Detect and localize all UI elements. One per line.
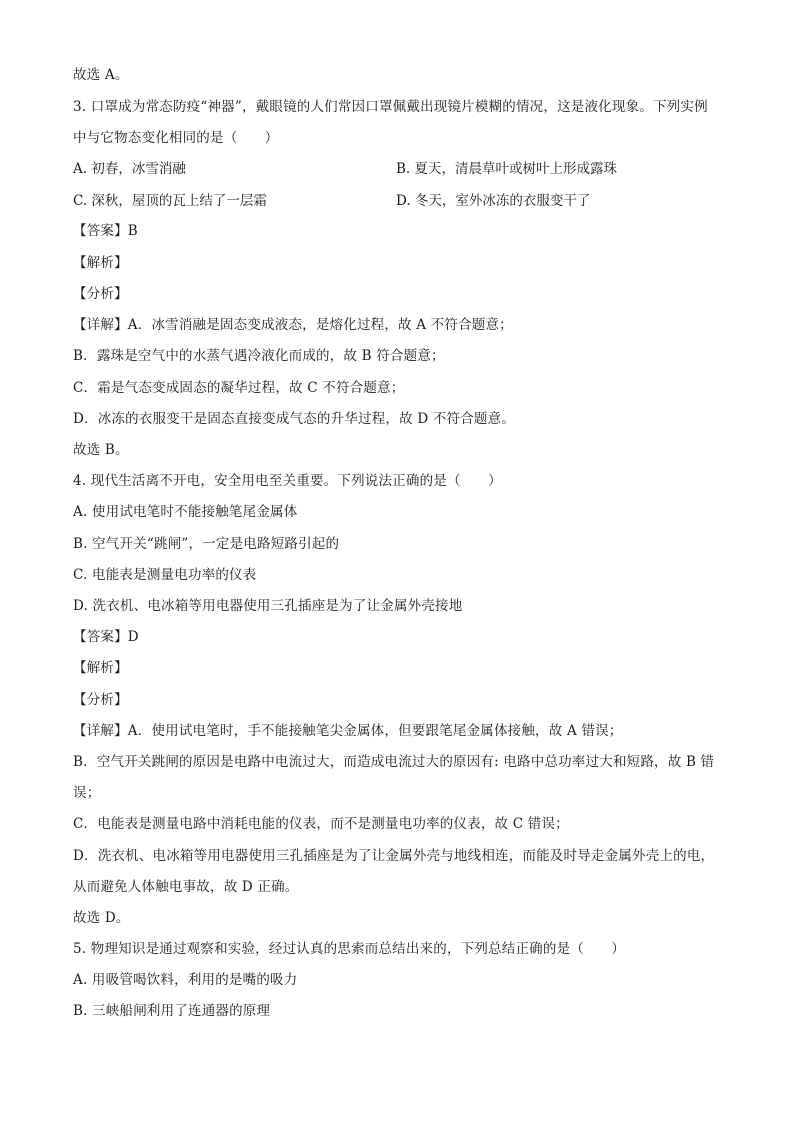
q4-option-d: D. 洗衣机、电冰箱等用电器使用三孔插座是为了让金属外壳接地 (73, 598, 463, 614)
q3-fenxi-heading: 【分析】 (73, 286, 128, 302)
q3-option-c: C. 深秋，屋顶的瓦上结了一层霜 (73, 193, 267, 209)
q5-option-a: A. 用吸管喝饮料，利用的是嘴的吸力 (73, 972, 298, 988)
q4-option-a: A. 使用试电笔时不能接触笔尾金属体 (73, 504, 298, 520)
q4-detail-d-line-2: 从而避免人体触电事故，故 D 正确。 (73, 879, 299, 895)
q4-detail-d-line-1: D．洗衣机、电冰箱等用电器使用三孔插座是为了让金属外壳与地线相连，而能及时导走金属外壳上的电， (73, 848, 715, 864)
q3-detail-c: C．霜是气态变成固态的凝华过程，故 C 不符合题意； (73, 380, 405, 396)
q3-answer: 【答案】B (73, 223, 138, 239)
q4-detail-b-line-2: 误； (73, 785, 101, 801)
q3-options-row-2 (73, 192, 733, 210)
q3-detail-b: B．露珠是空气中的水蒸气遇冷液化而成的，故 B 符合题意； (73, 348, 445, 364)
q3-stem-line-2: 中与它物态变化相同的是（ ） (73, 130, 279, 146)
q4-option-c: C. 电能表是测量电功率的仪表 (73, 567, 257, 583)
q4-answer: 【答案】D (73, 629, 139, 645)
q2-choose-line: 故选 A。 (73, 67, 129, 83)
q4-detail-c: C．电能表是测量电路中消耗电能的仪表，而不是测量电功率的仪表，故 C 错误； (73, 816, 569, 832)
q4-fenxi-heading: 【分析】 (73, 692, 128, 708)
q4-detail-b-line-1: B．空气开关跳闸的原因是电路中电流过大，而造成电流过大的原因有: 电路中总功率过大和短路，故 B 错 (73, 754, 715, 770)
q3-option-a: A. 初春，冰雪消融 (73, 161, 186, 177)
q3-choose-line: 故选 B。 (73, 442, 129, 458)
q4-jiexi-heading: 【解析】 (73, 660, 128, 676)
q3-option-d: D. 冬天，室外冰冻的衣服变干了 (396, 193, 591, 209)
q3-options-row-1 (73, 160, 733, 178)
q3-jiexi-heading: 【解析】 (73, 255, 128, 271)
q4-stem: 4. 现代生活离不开电，安全用电至关重要。下列说法正确的是（ ） (73, 473, 502, 489)
q4-option-b: B. 空气开关“跳闸”，一定是电路短路引起的 (73, 536, 340, 552)
q3-detail-a: 【详解】A．冰雪消融是固态变成液态，是熔化过程，故 A 不符合题意； (73, 317, 513, 333)
q3-option-b: B. 夏天，清晨草叶或树叶上形成露珠 (396, 161, 618, 177)
q4-choose-line: 故选 D。 (73, 910, 130, 926)
q4-detail-a: 【详解】A．使用试电笔时，手不能接触笔尖金属体，但要跟笔尾金属体接触，故 A 错误； (73, 723, 623, 739)
q5-option-b: B. 三峡船闸利用了连通器的原理 (73, 1003, 271, 1019)
q3-stem-line-1: 3. 口罩成为常态防疫“神器”，戴眼镜的人们常因口罩佩戴出现镜片模糊的情况，这是液化现象。下列实例 (73, 99, 708, 115)
q5-stem: 5. 物理知识是通过观察和实验，经过认真的思索而总结出来的，下列总结正确的是（ ） (73, 941, 626, 957)
q3-detail-d: D．冰冻的衣服变干是固态直接变成气态的升华过程，故 D 不符合题意。 (73, 411, 516, 427)
